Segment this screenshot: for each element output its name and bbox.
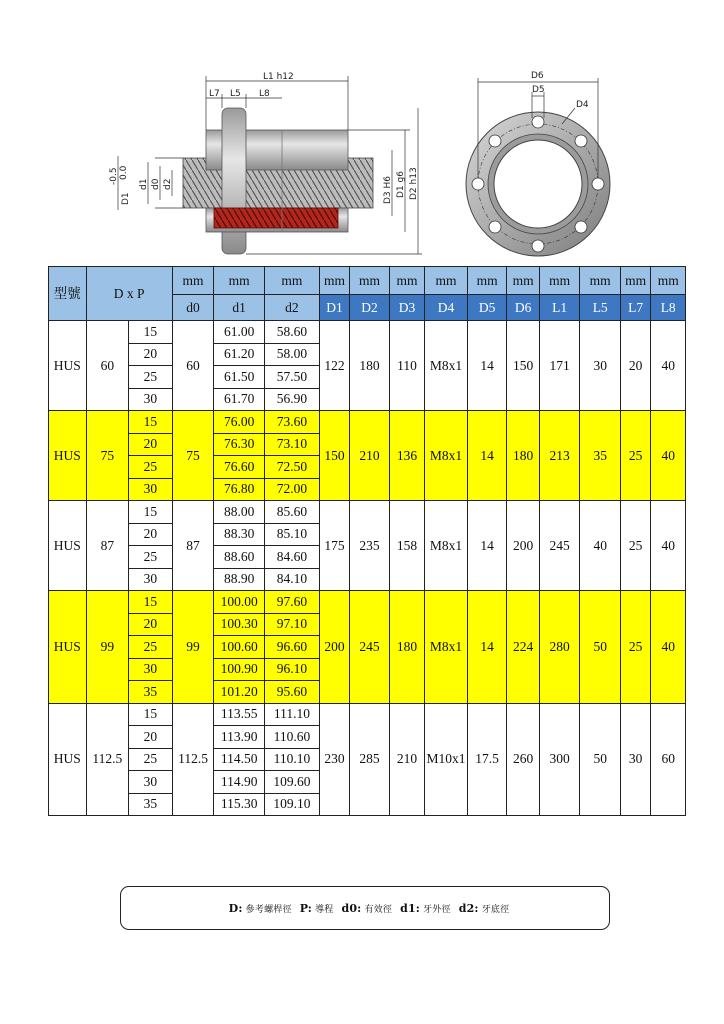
cell-d1: 61.50: [214, 366, 265, 389]
cell-d2: 56.90: [265, 388, 320, 411]
cell-d0: 112.5: [172, 703, 214, 816]
cell-d2: 245: [350, 591, 390, 704]
cell-pitch: 20: [129, 343, 173, 366]
cell-d2: 72.50: [265, 456, 320, 479]
unit-D4: mm: [425, 267, 468, 295]
cell-pitch: 20: [129, 726, 173, 749]
cell-d2: 96.60: [265, 636, 320, 659]
sub-d0: d0: [172, 295, 214, 321]
cell-d: 112.5: [86, 703, 129, 816]
unit-d0: mm: [172, 267, 214, 295]
cell-d1: 100.90: [214, 658, 265, 681]
cell-d2: 97.60: [265, 591, 320, 614]
unit-L5: mm: [580, 267, 621, 295]
dim-D3: D3 H6: [383, 175, 393, 204]
cell-d1: 150: [319, 411, 349, 501]
dim-D6: D6: [531, 71, 544, 81]
dim-d2: d2: [163, 178, 173, 190]
unit-D1: mm: [319, 267, 349, 295]
cell-d4: M8x1: [425, 321, 468, 411]
unit-d2: mm: [265, 267, 320, 295]
cell-d2: 73.60: [265, 411, 320, 434]
cell-pitch: 25: [129, 546, 173, 569]
cell-l7: 25: [620, 501, 650, 591]
cell-pitch: 20: [129, 523, 173, 546]
cell-pitch: 30: [129, 658, 173, 681]
sub-D2: D2: [350, 295, 390, 321]
cell-d2: 210: [350, 411, 390, 501]
cell-model: HUS: [49, 703, 87, 816]
spec-body: [49, 321, 686, 816]
cell-d2: 235: [350, 501, 390, 591]
cell-d2: 97.10: [265, 613, 320, 636]
cell-pitch: 25: [129, 456, 173, 479]
sub-D4: D4: [425, 295, 468, 321]
cell-d1: 88.60: [214, 546, 265, 569]
cell-d1: 100.30: [214, 613, 265, 636]
cell-pitch: 30: [129, 568, 173, 591]
sub-d1: d1: [214, 295, 265, 321]
cell-l1: 213: [539, 411, 580, 501]
cell-d1: 115.30: [214, 793, 265, 816]
cell-d1: 88.30: [214, 523, 265, 546]
technical-drawing: [0, 0, 724, 268]
cell-d6: 150: [507, 321, 539, 411]
cell-d5: 14: [467, 501, 507, 591]
cell-l1: 300: [539, 703, 580, 816]
unit-D5: mm: [467, 267, 507, 295]
cell-d6: 200: [507, 501, 539, 591]
legend-value: 導程: [315, 904, 334, 915]
cell-d: 87: [86, 501, 129, 591]
unit-D2: mm: [350, 267, 390, 295]
cell-l5: 30: [580, 321, 621, 411]
dim-tol2: 0.0: [119, 165, 129, 180]
legend-value: 參考螺桿徑: [245, 904, 292, 915]
cell-d2: 57.50: [265, 366, 320, 389]
cell-d2: 111.10: [265, 703, 320, 726]
cell-model: HUS: [49, 501, 87, 591]
cell-d1: 113.90: [214, 726, 265, 749]
cell-d1: 76.60: [214, 456, 265, 479]
cell-d1: 175: [319, 501, 349, 591]
cell-d1: 200: [319, 591, 349, 704]
cell-d: 75: [86, 411, 129, 501]
cell-d: 60: [86, 321, 129, 411]
cell-d1: 114.90: [214, 771, 265, 794]
table-row: [49, 591, 686, 614]
cell-pitch: 25: [129, 366, 173, 389]
cell-l8: 40: [651, 501, 686, 591]
cell-d1: 88.90: [214, 568, 265, 591]
cell-d3: 180: [389, 591, 425, 704]
cell-d: 99: [86, 591, 129, 704]
cell-d1: 61.00: [214, 321, 265, 344]
cell-d2: 109.10: [265, 793, 320, 816]
dim-D5: D5: [532, 85, 545, 95]
cell-l7: 25: [620, 411, 650, 501]
legend-key: P:: [299, 901, 313, 915]
cell-l1: 171: [539, 321, 580, 411]
dim-L8: L8: [259, 89, 270, 99]
cell-d2: 72.00: [265, 478, 320, 501]
dim-D1g: D1 g6: [396, 171, 406, 198]
table-row: [49, 321, 686, 344]
cell-l8: 40: [651, 411, 686, 501]
cell-l5: 40: [580, 501, 621, 591]
cell-d5: 17.5: [467, 703, 507, 816]
cell-l1: 280: [539, 591, 580, 704]
cell-l7: 20: [620, 321, 650, 411]
cell-d4: M10x1: [425, 703, 468, 816]
cell-pitch: 15: [129, 411, 173, 434]
cell-d5: 14: [467, 411, 507, 501]
cell-pitch: 30: [129, 771, 173, 794]
legend-value: 牙底徑: [481, 904, 510, 915]
cell-pitch: 15: [129, 591, 173, 614]
cell-l1: 245: [539, 501, 580, 591]
cell-d3: 158: [389, 501, 425, 591]
cell-model: HUS: [49, 411, 87, 501]
unit-d1: mm: [214, 267, 265, 295]
sub-D6: D6: [507, 295, 539, 321]
cell-l7: 30: [620, 703, 650, 816]
cell-d2: 110.60: [265, 726, 320, 749]
cell-d2: 109.60: [265, 771, 320, 794]
sub-d2: d2: [265, 295, 320, 321]
cell-pitch: 30: [129, 478, 173, 501]
header-dxp: D x P: [86, 267, 172, 321]
dim-D1: D1: [121, 192, 131, 205]
sub-L8: L8: [651, 295, 686, 321]
cell-d0: 60: [172, 321, 214, 411]
cell-l8: 40: [651, 321, 686, 411]
sub-D3: D3: [389, 295, 425, 321]
dim-d1: d1: [139, 178, 149, 190]
dim-tol: -0.5: [109, 167, 119, 185]
cell-d6: 180: [507, 411, 539, 501]
cell-d2: 285: [350, 703, 390, 816]
cell-pitch: 15: [129, 501, 173, 524]
cell-d1: 101.20: [214, 681, 265, 704]
cell-d1: 88.00: [214, 501, 265, 524]
dim-L7: L7: [209, 89, 220, 99]
cell-d0: 75: [172, 411, 214, 501]
cell-d2: 84.60: [265, 546, 320, 569]
cell-l5: 50: [580, 591, 621, 704]
dim-d0: d0: [151, 178, 161, 190]
dim-D2h: D2 h13: [409, 167, 419, 200]
table-row: [49, 411, 686, 434]
cell-d3: 110: [389, 321, 425, 411]
dim-L5: L5: [230, 89, 241, 99]
sub-D5: D5: [467, 295, 507, 321]
cell-d6: 224: [507, 591, 539, 704]
cell-l8: 60: [651, 703, 686, 816]
sub-D1: D1: [319, 295, 349, 321]
cell-d1: 61.70: [214, 388, 265, 411]
dim-L1: L1 h12: [263, 72, 294, 82]
cell-d1: 100.60: [214, 636, 265, 659]
cell-pitch: 20: [129, 433, 173, 456]
cell-d4: M8x1: [425, 591, 468, 704]
header-model: 型號: [49, 267, 87, 321]
cell-model: HUS: [49, 591, 87, 704]
legend-box: [120, 886, 610, 930]
cell-d0: 99: [172, 591, 214, 704]
cell-d1: 76.30: [214, 433, 265, 456]
cell-l5: 50: [580, 703, 621, 816]
cell-pitch: 25: [129, 748, 173, 771]
cell-d1: 122: [319, 321, 349, 411]
spec-table: [48, 266, 686, 816]
cell-d2: 95.60: [265, 681, 320, 704]
cell-d1: 76.00: [214, 411, 265, 434]
cell-pitch: 15: [129, 321, 173, 344]
unit-L8: mm: [651, 267, 686, 295]
cell-d1: 76.80: [214, 478, 265, 501]
side-view: [183, 108, 373, 254]
cell-pitch: 35: [129, 793, 173, 816]
unit-L1: mm: [539, 267, 580, 295]
cell-pitch: 25: [129, 636, 173, 659]
cell-d2: 110.10: [265, 748, 320, 771]
cell-d1: 61.20: [214, 343, 265, 366]
cell-model: HUS: [49, 321, 87, 411]
unit-D3: mm: [389, 267, 425, 295]
cell-l7: 25: [620, 591, 650, 704]
cell-d2: 84.10: [265, 568, 320, 591]
sub-L7: L7: [620, 295, 650, 321]
legend-key: D:: [228, 901, 243, 915]
unit-D6: mm: [507, 267, 539, 295]
cell-d1: 230: [319, 703, 349, 816]
cell-d5: 14: [467, 321, 507, 411]
legend-key: d2:: [458, 901, 479, 915]
unit-L7: mm: [620, 267, 650, 295]
cell-d2: 58.60: [265, 321, 320, 344]
cell-d1: 114.50: [214, 748, 265, 771]
cell-pitch: 15: [129, 703, 173, 726]
cell-d6: 260: [507, 703, 539, 816]
cell-d4: M8x1: [425, 501, 468, 591]
cell-pitch: 20: [129, 613, 173, 636]
cell-d3: 210: [389, 703, 425, 816]
cell-d2: 85.10: [265, 523, 320, 546]
front-view: [466, 112, 610, 256]
table-row: [49, 501, 686, 524]
cell-d0: 87: [172, 501, 214, 591]
cell-pitch: 30: [129, 388, 173, 411]
table-row: [49, 703, 686, 726]
sub-L5: L5: [580, 295, 621, 321]
sub-L1: L1: [539, 295, 580, 321]
cell-d2: 58.00: [265, 343, 320, 366]
cell-d3: 136: [389, 411, 425, 501]
cell-l8: 40: [651, 591, 686, 704]
cell-d2: 73.10: [265, 433, 320, 456]
cell-d2: 180: [350, 321, 390, 411]
legend-value: 牙外徑: [423, 904, 451, 915]
legend-key: d0:: [341, 901, 362, 915]
cell-d1: 113.55: [214, 703, 265, 726]
cell-l5: 35: [580, 411, 621, 501]
cell-d2: 85.60: [265, 501, 320, 524]
cell-pitch: 35: [129, 681, 173, 704]
legend-key: d1:: [400, 901, 421, 915]
cell-d2: 96.10: [265, 658, 320, 681]
dim-D4: D4: [576, 100, 589, 110]
cell-d4: M8x1: [425, 411, 468, 501]
cell-d1: 100.00: [214, 591, 265, 614]
red-thread-section: [214, 208, 338, 228]
cell-d5: 14: [467, 591, 507, 704]
legend-value: 有效徑: [364, 904, 393, 915]
